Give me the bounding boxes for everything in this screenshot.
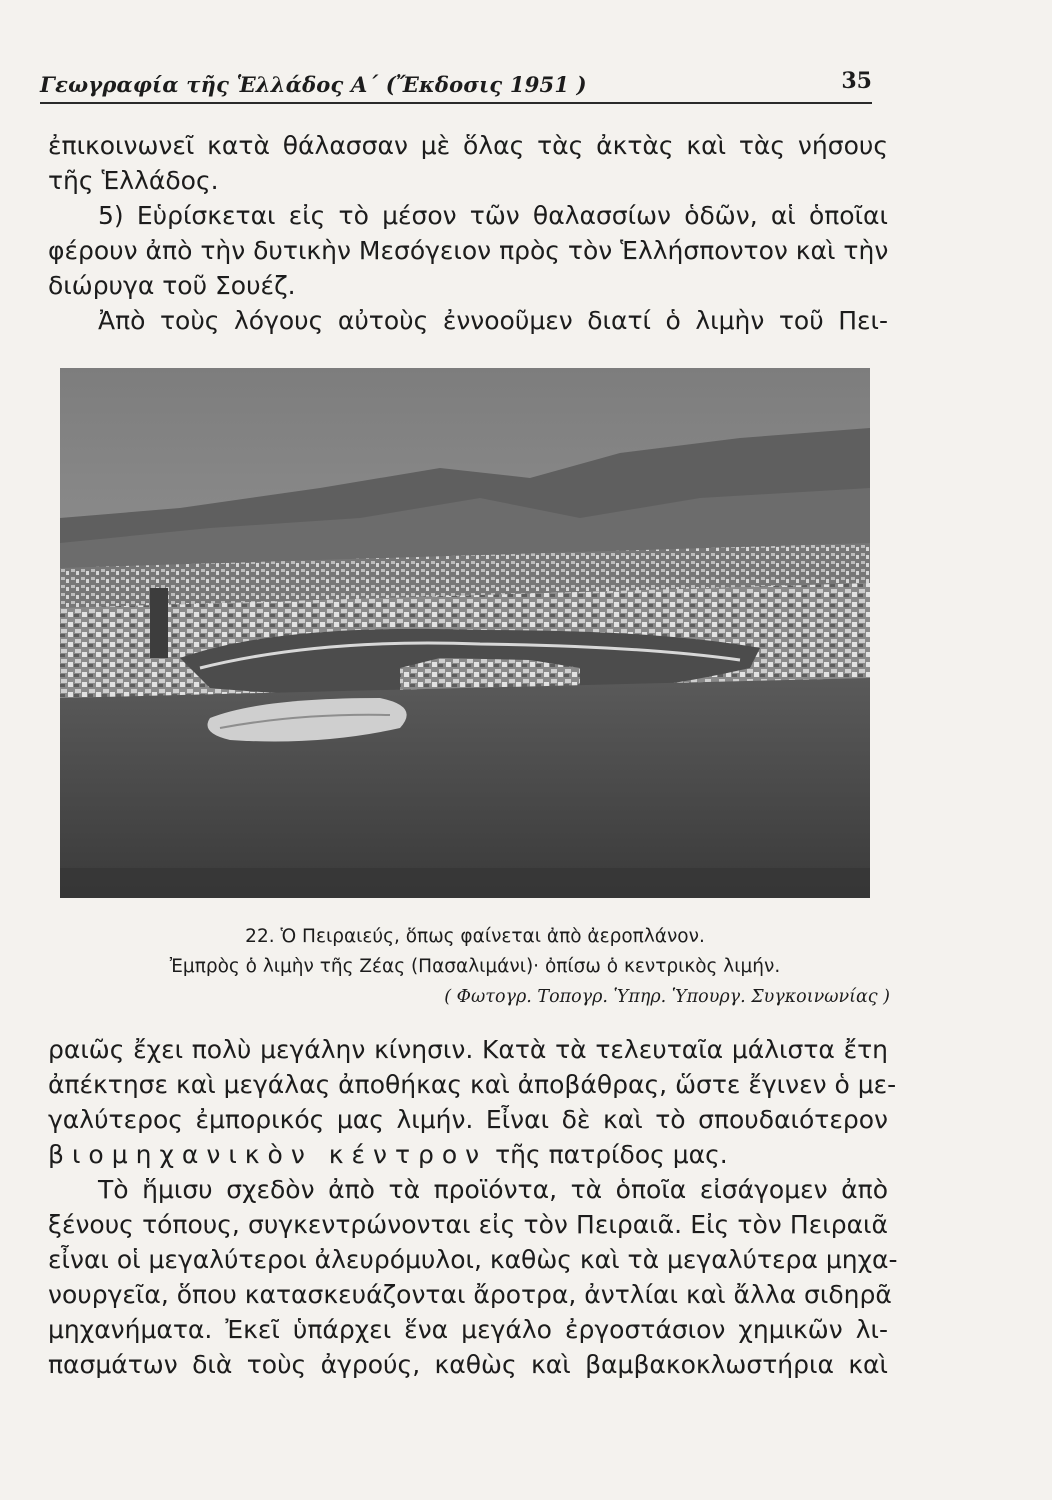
figure-caption — [60, 922, 890, 1012]
text-line: 5) Εὑρίσκεται εἰς τὸ μέσον τῶν θαλασσίων ὁδῶν, αἱ ὁποῖαι — [98, 201, 888, 230]
text-line: πασμάτων διὰ τοὺς ἀγρούς, καθὼς καὶ βαμβακοκλωστήρια καὶ — [48, 1350, 888, 1379]
text-line: ἐπικοινωνεῖ κατὰ θάλασσαν μὲ ὅλας τὰς ἀκτὰς καὶ τὰς νήσους — [48, 131, 888, 160]
text-line — [48, 1137, 888, 1172]
top-paragraph — [48, 128, 888, 338]
running-header — [40, 68, 872, 104]
photo-credit: ( Φωτογρ. Τοπογρ. Ὑπηρ. Ὑπουργ. Συγκοινωνίας ) — [444, 987, 890, 1007]
text-line: διώρυγα τοῦ Σουέζ. — [48, 271, 296, 300]
text-line: μηχανήματα. Ἐκεῖ ὑπάρχει ἕνα μεγάλο ἐργοστάσιον χημικῶν λι- — [48, 1315, 888, 1344]
text-line: Ἀπὸ τοὺς λόγους αὐτοὺς ἐννοοῦμεν διατί ὁ λιμὴν τοῦ Πει- — [98, 306, 888, 335]
piraeus-aerial-photo — [60, 368, 870, 898]
spaced-emphasis: βιομηχανικὸν κέντρον — [48, 1140, 488, 1169]
text-line: γαλύτερος ἐμπορικός μας λιμήν. Εἶναι δὲ καὶ τὸ σπουδαιότερον — [48, 1105, 888, 1134]
text-line: νουργεῖα, ὅπου κατασκευάζονται ἄροτρα, ἀντλίαι καὶ ἄλλα σιδηρᾶ — [48, 1280, 892, 1309]
bottom-paragraph — [48, 1032, 898, 1382]
photo-graphic — [60, 368, 870, 898]
text-line: εἶναι οἱ μεγαλύτεροι ἀλευρόμυλοι, καθὼς καὶ τὰ μεγαλύτερα μηχα- — [48, 1245, 898, 1274]
page-number: 35 — [841, 68, 872, 94]
text-line: ξένους τόπους, συγκεντρώνονται εἰς τὸν Πειραιᾶ. Εἰς τὸν Πειραιᾶ — [48, 1210, 888, 1239]
caption-line-1: 22. Ὁ Πειραιεύς, ὅπως φαίνεται ἀπὸ ἀεροπλάνον. — [245, 926, 705, 947]
text-line: ραιῶς ἔχει πολὺ μεγάλην κίνησιν. Κατὰ τὰ τελευταῖα μάλιστα ἔτη — [48, 1035, 888, 1064]
running-title: Γεωγραφία τῆς Ἑλλάδος Α΄ (Ἔκδοσις 1951 ) — [40, 72, 587, 97]
text-line: Τὸ ἥμισυ σχεδὸν ἀπὸ τὰ προϊόντα, τὰ ὁποῖα εἰσάγομεν ἀπὸ — [98, 1175, 888, 1204]
text-line: φέρουν ἀπὸ τὴν δυτικὴν Μεσόγειον πρὸς τὸν Ἑλλήσποντον καὶ τὴν — [48, 236, 889, 265]
text-fragment: τῆς πατρίδος μας. — [495, 1140, 728, 1169]
caption-line-2: Ἐμπρὸς ὁ λιμὴν τῆς Ζέας (Πασαλιμάνι)· ὀπίσω ὁ κεντρικὸς λιμήν. — [169, 956, 781, 977]
text-line: ἀπέκτησε καὶ μεγάλας ἀποθήκας καὶ ἀποβάθρας, ὥστε ἔγινεν ὁ με- — [48, 1070, 897, 1099]
text-line: τῆς Ἑλλάδος. — [48, 166, 219, 195]
